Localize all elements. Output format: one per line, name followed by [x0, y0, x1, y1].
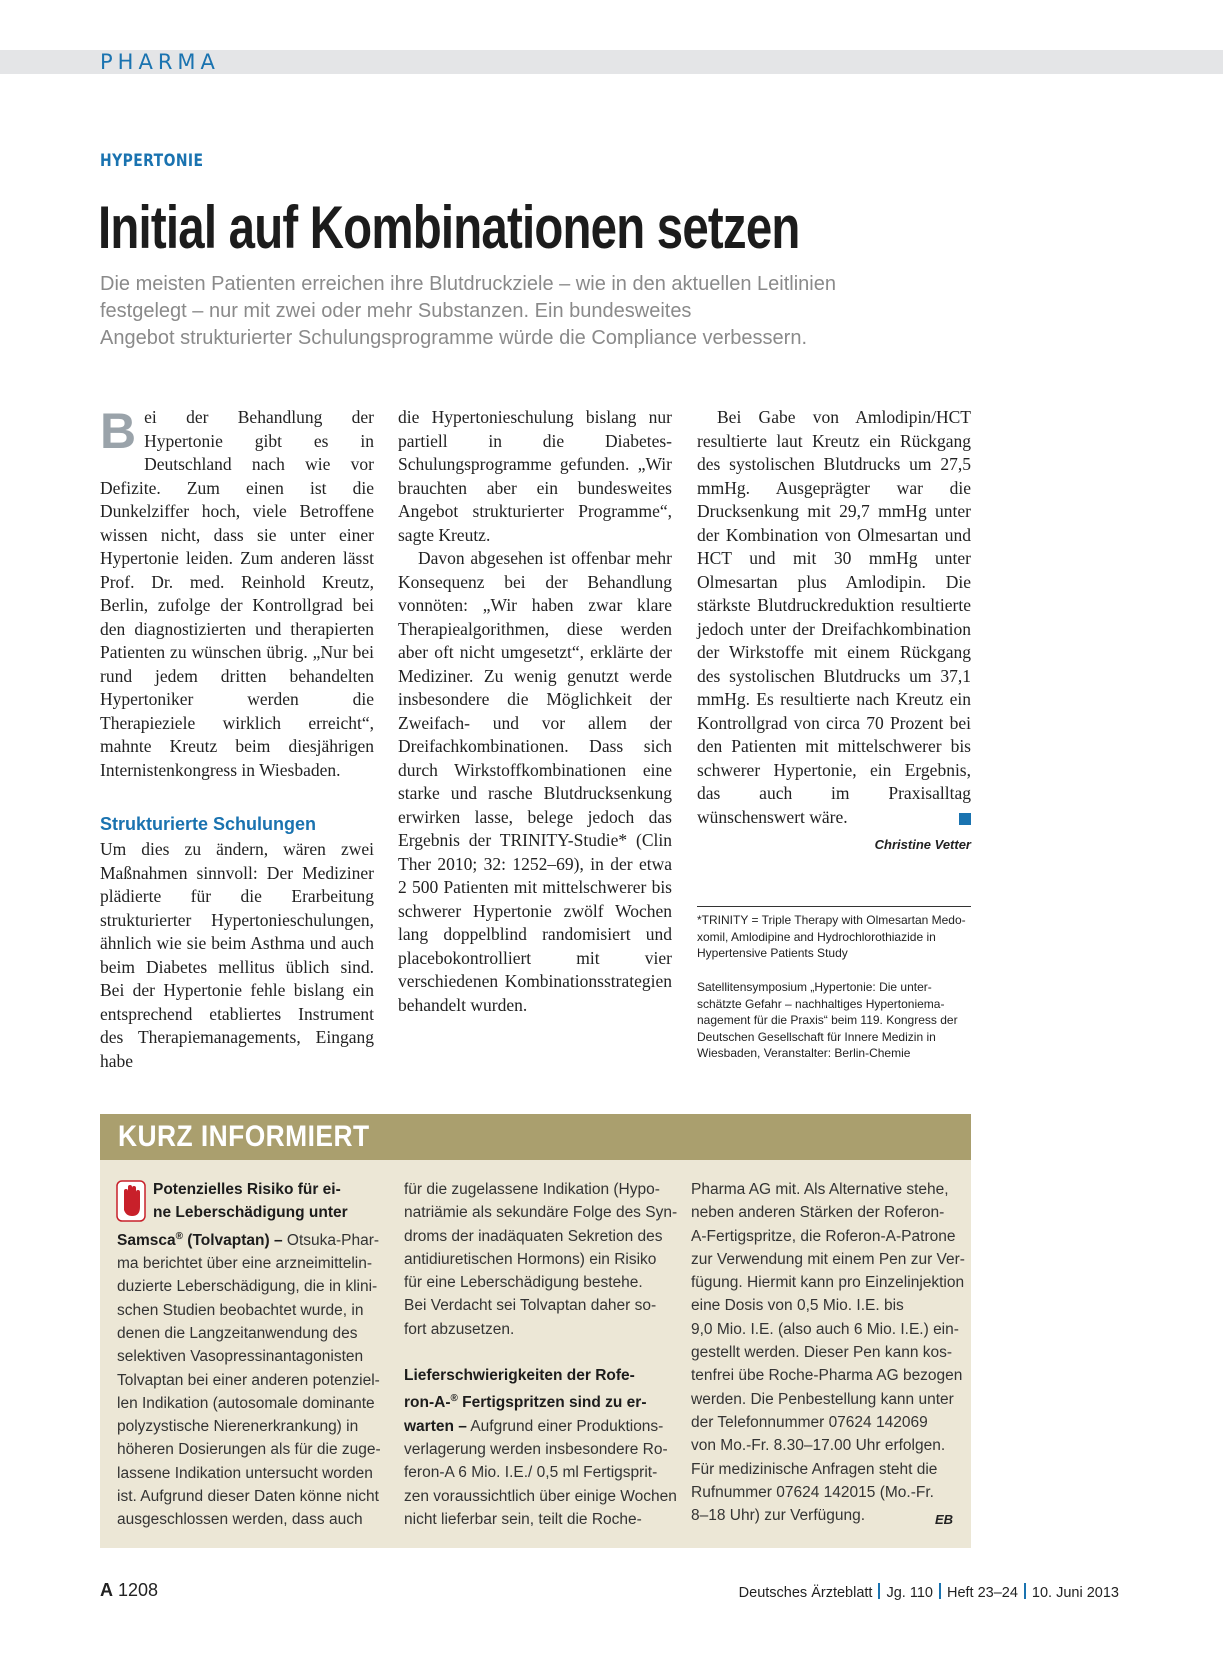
dropcap: B — [100, 403, 137, 459]
kurz-line: Pharma AG mit. Als Alternative stehe, — [691, 1181, 949, 1198]
item-heading: (Tolvaptan) – — [182, 1231, 283, 1249]
kurz-line: natriämie als sekundäre Folge des Syn- — [404, 1204, 678, 1222]
article-column-1 — [100, 403, 374, 1073]
author-byline: Christine Vetter — [874, 837, 971, 852]
page-number — [100, 1580, 158, 1601]
footnote-rule — [697, 906, 971, 907]
kurz-line: gestellt werden. Dieser Pen kann kos- — [691, 1344, 953, 1362]
kurz-line: ma berichtet über eine arzneimittelin- — [117, 1255, 373, 1273]
kurz-informiert-box — [100, 1114, 971, 1548]
paragraph — [697, 406, 971, 829]
page-number-value: 1208 — [118, 1580, 159, 1600]
kurz-line: der Telefonnummer 07624 142069 — [691, 1413, 928, 1431]
article-lead — [100, 271, 980, 352]
kurz-line: schen Studien beobachtet wurde, in — [117, 1301, 364, 1319]
journal-info — [739, 1583, 1119, 1601]
kurz-line: ausgeschlossen werden, dass auch — [117, 1511, 363, 1529]
registered-mark: ® — [175, 1230, 183, 1242]
paragraph: Um dies zu ändern, wären zwei Maßnahmen sinnvoll: Der Mediziner plädierte für die Erarbeitung strukturierter Hypertonieschulungen, ähnlich wie sie beim Asthma und auch beim Diabetes mellitus üblich sind. Bei der Hypertonie fehle bislang ein entsprechend etabliertes Instrument des Therapiemanagements, Eingang habe — [100, 839, 374, 1071]
kurz-line: denen die Langzeitanwendung des — [117, 1324, 358, 1342]
paragraph — [100, 403, 374, 782]
item-heading: Lieferschwierigkeiten der Rofe- — [404, 1367, 635, 1385]
kurz-line: 8–18 Uhr) zur Verfügung. — [691, 1507, 866, 1525]
end-mark-icon — [959, 813, 971, 825]
kurz-line: polyzystische Nierenerkrankung) in — [117, 1418, 359, 1436]
article-column-3 — [697, 406, 971, 857]
kurz-line: antidiuretischen Hormons) ein Risiko — [404, 1250, 657, 1268]
journal-date: 10. Juni 2013 — [1031, 1585, 1119, 1601]
paragraph: die Hypertonieschulung bislang nur partiell in die Diabetes-Schulungsprogramme gefunden. „Wir brauchten aber ein bundesweites Angebot strukturierter Programme“, sagte Kreutz. — [398, 407, 672, 545]
article-kicker: HYPERTONIE — [100, 151, 204, 171]
kurz-signature: EB — [934, 1512, 953, 1527]
kurz-line: Für medizinische Anfragen steht die — [691, 1460, 938, 1478]
footnote-trinity — [697, 912, 977, 962]
section-label: PHARMA — [100, 50, 220, 74]
paragraph-text: Bei Gabe von Amlodipin/HCT resultierte laut Kreutz ein Rückgang des systolischen Blutdrucks um 27,5 mmHg. Ausgeprägter war die Drucksenkung mit 29,7 mmHg unter der Kombination von Olmesartan und HCT und mit 30 mmHg unter Olmesartan plus Amlodipin. Die stärkste Blutdruckreduktion resultierte jedoch unter der Dreifachkombination der Wirkstoffe mit einem Rückgang des systolischen Blutdrucks um 37,1 mmHg. Es resultierte nach Kreutz ein Kontrollgrad von circa 70 Prozent bei den Patienten mit mittelschwerer bis schwerer Hypertonie, ein Ergebnis, das auch im Praxisalltag wünschenswert wäre. — [697, 407, 971, 827]
kurz-line: für eine Leberschädigung bestehe. — [404, 1274, 643, 1292]
kurz-line: selektiven Vasopressinantagonisten — [117, 1348, 364, 1366]
journal-volume: Jg. 110 — [886, 1585, 933, 1601]
separator — [878, 1583, 880, 1599]
kurz-line: Bei Verdacht sei Tolvaptan daher so- — [404, 1297, 657, 1315]
kurz-line: feron-A 6 Mio. I.E./ 0,5 ml Fertigsprit- — [404, 1464, 658, 1482]
footnote-line: *TRINITY = Triple Therapy with Olmesartan Medo- — [697, 913, 966, 927]
kurz-line: für die zugelassene Indikation (Hypo- — [404, 1181, 660, 1198]
kurz-line: höheren Dosierungen als für die zuge- — [117, 1441, 381, 1459]
kurz-line: werden. Die Penbestellung kann unter — [691, 1390, 954, 1408]
footnote-symposium — [697, 979, 977, 1062]
kurz-column-3 — [691, 1178, 965, 1527]
kurz-line: lassene Indikation untersucht worden — [117, 1464, 373, 1482]
item-heading: warten – — [404, 1417, 467, 1435]
item-heading: Fertigspritzen sind zu er- — [457, 1394, 647, 1412]
footnote-line: Hypertensive Patients Study — [697, 946, 848, 960]
kurz-header — [100, 1114, 971, 1160]
kurz-line: zur Verwendung mit einem Pen zur Ver- — [691, 1250, 965, 1268]
item-text: Otsuka-Phar- — [282, 1231, 380, 1249]
registered-mark: ® — [450, 1393, 458, 1405]
footnote-line: schätzte Gefahr – nachhaltiges Hypertoniema- — [697, 996, 945, 1011]
kurz-title: KURZ INFORMIERT — [118, 1120, 370, 1153]
item-heading-line — [404, 1415, 666, 1438]
lead-line: Angebot strukturierter Schulungsprogramme würde die Compliance verbessern. — [100, 327, 808, 349]
separator — [939, 1583, 941, 1599]
journal-name: Deutsches Ärzteblatt — [738, 1585, 873, 1601]
lead-line: Die meisten Patienten erreichen ihre Blutdruckziele – wie in den aktuellen Leitlinien — [100, 273, 836, 295]
separator — [1024, 1583, 1026, 1599]
item-heading: Samsca — [117, 1231, 176, 1249]
article-title: Initial auf Kombinationen setzen — [98, 194, 800, 261]
item-heading: Potenzielles Risiko für ei- — [153, 1181, 341, 1198]
kurz-line: nicht lieferbar sein, teilt die Roche- — [404, 1511, 642, 1529]
item-heading: ne Leberschädigung unter — [153, 1204, 348, 1222]
kurz-line: tenfrei übe Roche-Pharma AG bezogen — [691, 1367, 963, 1385]
kurz-line: fügung. Hiermit kann pro Einzelinjektion — [691, 1274, 965, 1292]
item-heading-line — [117, 1225, 379, 1252]
kurz-line: A-Fertigspritze, die Roferon-A-Patrone — [691, 1227, 956, 1245]
kurz-line: 9,0 Mio. I.E. (also auch 6 Mio. I.E.) ein- — [691, 1320, 959, 1338]
paragraph: Davon abgesehen ist offenbar mehr Konsequenz bei der Behandlung vonnöten: „Wir haben zwar klare Therapiealgorithmen, diese werden aber oft nicht umgesetzt“, erklärte der Mediziner. Zu wenig genutzt werde insbesondere die Möglichkeit der Zweifach- und vor allem der Dreifachkombinationen. Dass sich durch Wirkstoffkombinationen eine starke und rasche Blutdrucksenkung erwirken lasse, belege jedoch das Ergebnis der TRINITY-Studie* (Clin Ther 2010; 32: 1252–69), in der etwa 2 500 Patienten mit mittelschwerer bis schwerer Hypertonie zwölf Wochen lang doppelblind randomisiert und placebokontrolliert mit vier verschiedenen Kombinationsstrategien behandelt wurden. — [398, 548, 672, 1015]
lead-line: festgelegt – nur mit zwei oder mehr Substanzen. Ein bundesweites — [100, 300, 692, 322]
kurz-line: neben anderen Stärken der Roferon- — [691, 1204, 945, 1222]
kurz-line: verlagerung werden insbesondere Ro- — [404, 1441, 668, 1459]
kurz-line: droms der inadäquaten Sekretion des — [404, 1227, 663, 1245]
kurz-line: zen voraussichtlich über einige Wochen — [404, 1487, 677, 1505]
kurz-column-1 — [117, 1178, 379, 1532]
kurz-line: duzierte Leberschädigung, die in klini- — [117, 1278, 378, 1296]
kurz-line: fort abzusetzen. — [404, 1320, 515, 1338]
footnote-line: nagement für die Praxis“ beim 119. Kongress der — [697, 1013, 958, 1027]
kurz-line: Rufnummer 07624 142015 (Mo.-Fr. — [691, 1483, 934, 1501]
item-text: Aufgrund einer Produktions- — [466, 1417, 664, 1435]
kurz-line: eine Dosis von 0,5 Mio. I.E. bis — [691, 1297, 904, 1315]
item-heading: ron-A- — [404, 1394, 451, 1412]
kurz-line: ist. Aufgrund dieser Daten könne nicht — [117, 1488, 379, 1506]
kurz-line: Tolvaptan bei einer anderen potenziel- — [117, 1371, 380, 1389]
spacer — [404, 1341, 666, 1364]
footnote-line: Deutschen Gesellschaft für Innere Medizin in — [697, 1029, 936, 1044]
kurz-line: len Indikation (autosomale dominante — [117, 1394, 375, 1412]
paragraph-text: ei der Behandlung der Hypertonie gibt es in Deutschland nach wie vor Defizite. Zum einen ist die Dunkelziffer hoch, viele Betroffene wissen nicht, dass sie unter einer Hypertonie leiden. Zum anderen lässt Prof. Dr. med. Reinhold Kreutz, Berlin, zufolge der Kontrollgrad bei den diagnostizierten und therapierten Patienten zu wünschen übrig. „Nur bei rund jedem dritten behandelten Hypertoniker werden die Therapieziele wirklich erreicht“, mahnte Kreutz beim diesjährigen Internistenkongress in Wiesbaden. — [100, 407, 374, 780]
journal-issue: Heft 23–24 — [946, 1585, 1018, 1601]
footnote-line: Satellitensymposium „Hypertonie: Die unter- — [697, 980, 932, 994]
article-column-2 — [398, 406, 672, 1017]
kurz-line: von Mo.-Fr. 8.30–17.00 Uhr erfolgen. — [691, 1437, 946, 1455]
footnote-line: Wiesbaden, Veranstalter: Berlin-Chemie — [697, 1046, 911, 1060]
footnote-line: xomil, Amlodipine and Hydrochlorothiazide in — [697, 929, 936, 944]
page-prefix: A — [100, 1580, 113, 1600]
kurz-column-2 — [404, 1178, 678, 1531]
subheading: Strukturierte Schulungen — [100, 814, 317, 834]
item-heading-line — [404, 1387, 666, 1414]
